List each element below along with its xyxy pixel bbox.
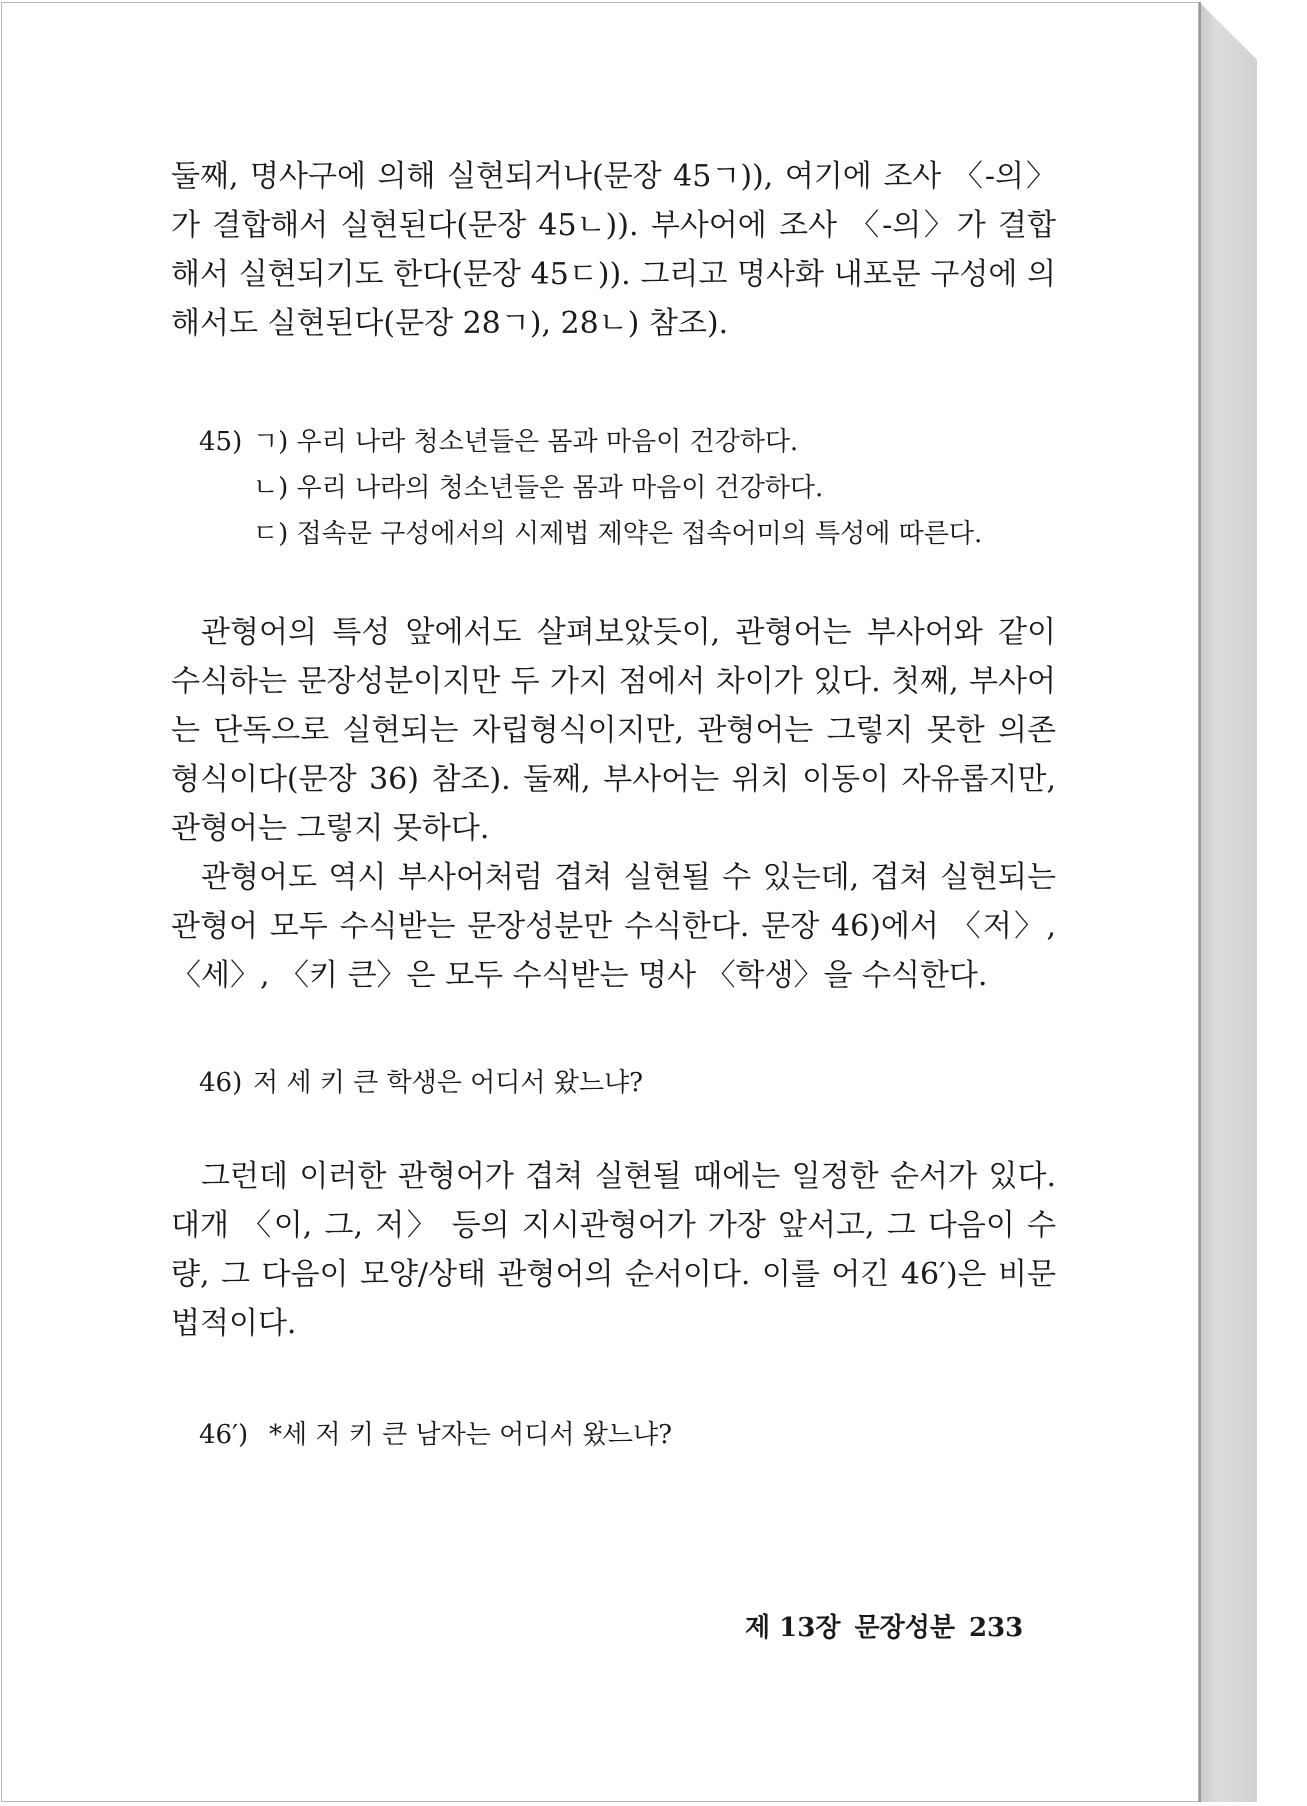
page-edge-line	[1199, 2, 1201, 1802]
paragraph-2: 관형어의 특성 앞에서도 살펴보았듯이, 관형어는 부사어와 같이 수식하는 문장성분이지만 두 가지 점에서 차이가 있다. 첫째, 부사어는 단독으로 실현되는 자립형식이지만, 관형어는 그렇지 못한 의존형식이다(문장 36) 참조). 둘째, 부사어는 위치 이동이 자유롭지만, 관형어는 그렇지 못하다.	[171, 615, 1056, 846]
example-45-item-a: ㄱ) 우리 나라 청소년들은 몸과 마음이 건강하다.	[253, 427, 799, 457]
example-46-text: 저 세 키 큰 학생은 어디서 왔느냐?	[253, 1068, 644, 1098]
example-45-b	[253, 465, 823, 512]
example-46p-text: *세 저 키 큰 남자는 어디서 왔느냐?	[269, 1420, 673, 1450]
footer-chapter: 제 13장	[745, 1613, 841, 1643]
example-45-item-b: ㄴ) 우리 나라의 청소년들은 몸과 마음이 건강하다.	[253, 473, 824, 503]
example-45-number: 45)	[199, 427, 243, 457]
example-46-number: 46)	[199, 1068, 243, 1098]
footer-title: 문장성분	[854, 1613, 955, 1643]
paragraph-3: 관형어도 역시 부사어처럼 겹쳐 실현될 수 있는데, 겹쳐 실현되는 관형어 모두 수식받는 문장성분만 수식한다. 문장 46)에서 〈저〉, 〈세〉, 〈키 큰〉은 모두 수식받는 명사 〈학생〉을 수식한다.	[171, 860, 1056, 993]
example-45-item-c: ㄷ) 접속문 구성에서의 시제법 제약은 접속어미의 특성에 따른다.	[253, 519, 983, 549]
example-45-c	[253, 511, 982, 558]
page-number: 233	[968, 1613, 1024, 1643]
paragraph-1: 둘째, 명사구에 의해 실현되거나(문장 45ㄱ)), 여기에 조사 〈-의〉가 결합해서 실현된다(문장 45ㄴ)). 부사어에 조사 〈-의〉가 결합해서 실현되기도 한다(문장 45ㄷ)). 그리고 명사화 내포문 구성에 의해서도 실현된다(문장 28ㄱ), 28ㄴ) 참조).	[171, 159, 1056, 341]
example-46p-number: 46′)	[199, 1420, 249, 1450]
paragraph-4: 그런데 이러한 관형어가 겹쳐 실현될 때에는 일정한 순서가 있다. 대개 〈이, 그, 저〉 등의 지시관형어가 가장 앞서고, 그 다음이 수량, 그 다음이 모양/상태 관형어의 순서이다. 이를 어긴 46′)은 비문법적이다.	[171, 1159, 1056, 1341]
page-stack-edge	[1199, 2, 1257, 1802]
example-46-prime	[199, 1412, 672, 1459]
example-45-a	[199, 419, 798, 466]
example-46	[199, 1060, 643, 1107]
page-footer	[745, 1607, 1037, 1644]
